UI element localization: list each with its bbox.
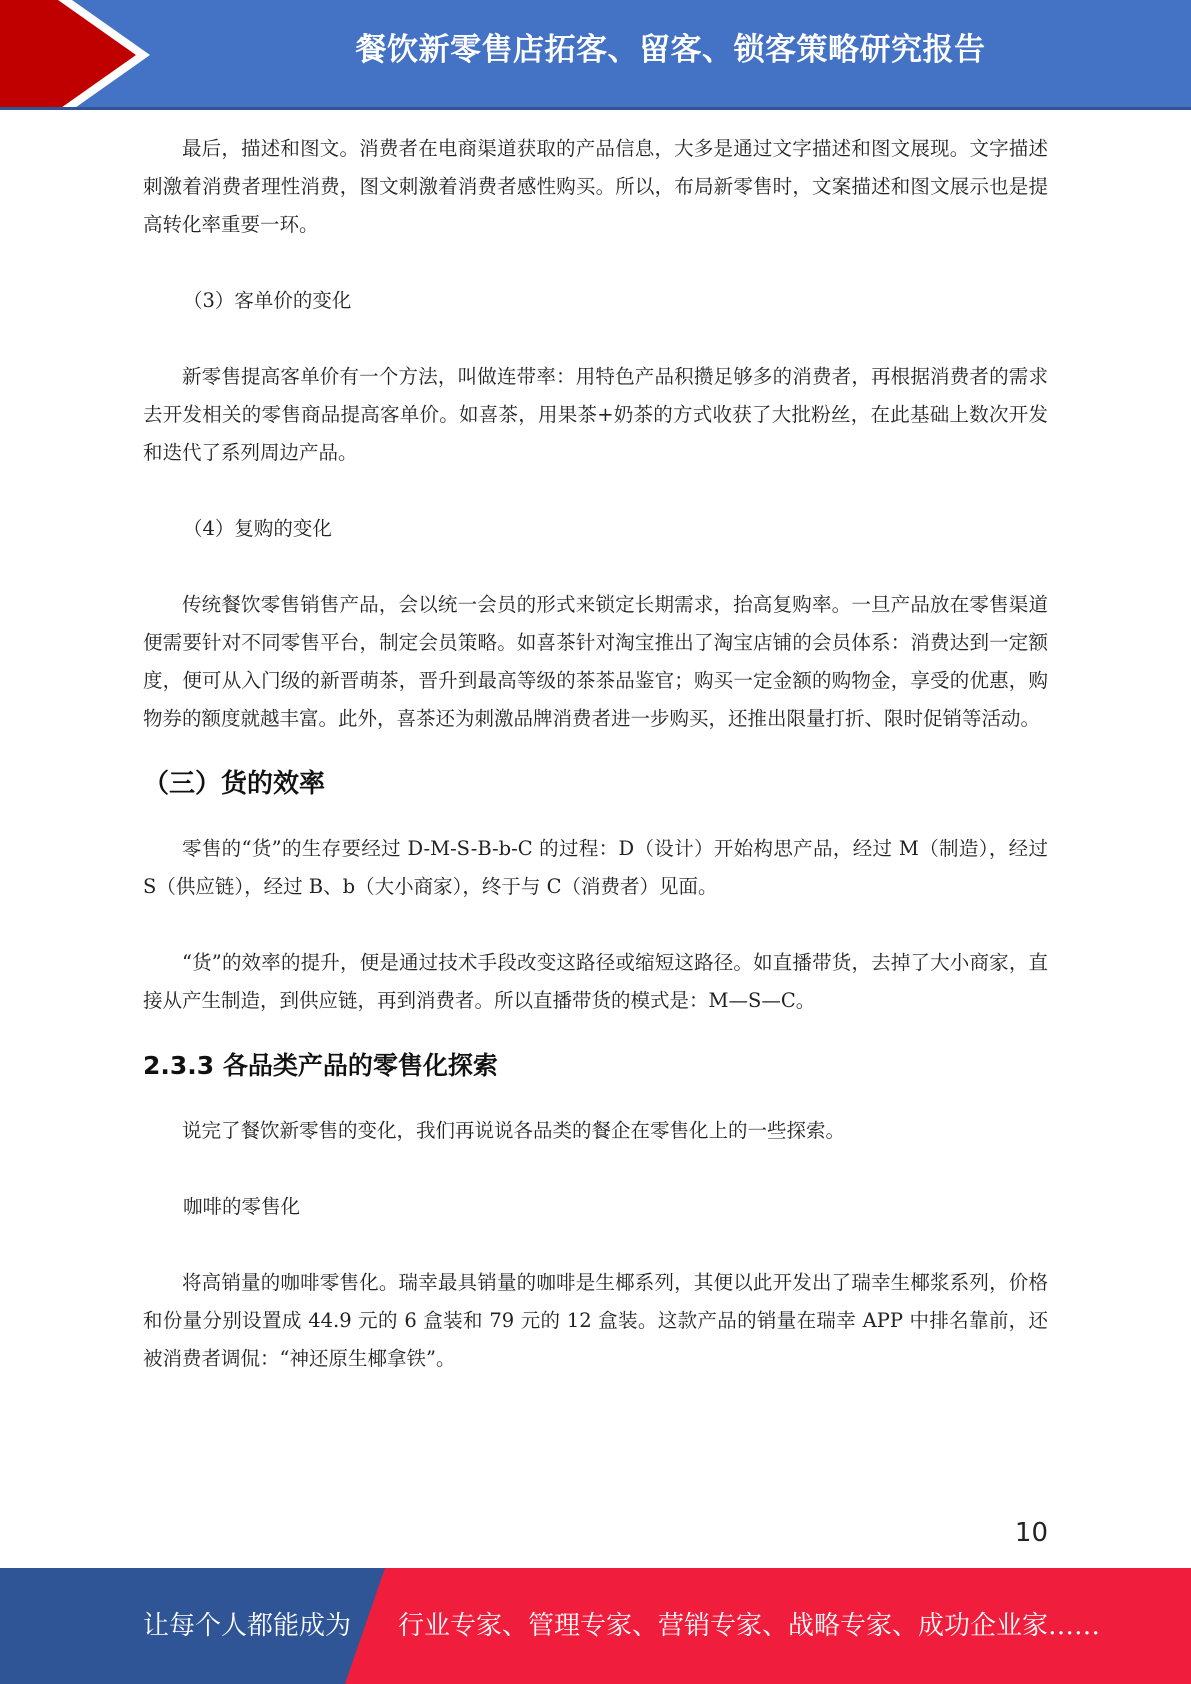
paragraph-description-and-images: 最后，描述和图文。消费者在电商渠道获取的产品信息，大多是通过文字描述和图文展现。文字描述刺激着消费者理性消费，图文刺激着消费者感性购买。所以，布局新零售时，文案描述和图文展示也是提高转化率重要一环。 bbox=[143, 137, 1048, 236]
subheading-customer-price: （3）客单价的变化 bbox=[183, 289, 352, 312]
paragraph-goods-efficiency: “货”的效率的提升，便是通过技术手段改变这路径或缩短这路径。如直播带货，去掉了大小商家，直接从产生制造，到供应链，再到消费者。所以直播带货的模式是：M—S—C。 bbox=[143, 951, 1048, 1012]
footer-slogan-left: 让每个人都能成为 bbox=[143, 1611, 352, 1641]
header-title: 餐饮新零售店拓客、留客、锁客策略研究报告 bbox=[355, 32, 986, 68]
paragraph-customer-price: 新零售提高客单价有一个方法，叫做连带率：用特色产品积攒足够多的消费者，再根据消费者的需求去开发相关的零售商品提高客单价。如喜茶，用果茶+奶茶的方式收获了大批粉丝，在此基础上数次开发和迭代了系列周边产品。 bbox=[143, 365, 1048, 464]
paragraph-coffee-retail: 将高销量的咖啡零售化。瑞幸最具销量的咖啡是生椰系列，其便以此开发出了瑞幸生椰浆系列，价格和份量分别设置成 44.9 元的 6 盒装和 79 元的 12 盒装。这款产品的销量在瑞幸 APP 中排名靠前，还被消费者调侃：“神还原生椰拿铁”。 bbox=[143, 1271, 1048, 1370]
heading-section-2-3-3: 2.3.3 各品类产品的零售化探索 bbox=[143, 1051, 498, 1080]
page-footer bbox=[0, 1568, 1191, 1684]
paragraph-repurchase: 传统餐饮零售销售产品，会以统一会员的形式来锁定长期需求，抬高复购率。一旦产品放在零售渠道便需要针对不同零售平台，制定会员策略。如喜茶针对淘宝推出了淘宝店铺的会员体系：消费达到一定额度，便可从入门级的新晋萌茶，晋升到最高等级的茶茶品鉴官；购买一定金额的购物金，享受的优惠，购物券的额度就越丰富。此外，喜茶还为刺激品牌消费者进一步购买，还推出限量打折、限时促销等活动。 bbox=[143, 593, 1048, 730]
paragraph-goods-path: 零售的“货”的生存要经过 D-M-S-B-b-C 的过程：D（设计）开始构思产品，经过 M（制造），经过 S（供应链），经过 B、b（大小商家），终于与 C（消费者）见面。 bbox=[143, 837, 1048, 898]
subheading-repurchase: （4）复购的变化 bbox=[183, 517, 332, 540]
header-chevron-icon bbox=[0, 0, 160, 110]
page-header bbox=[0, 0, 1191, 110]
document-body bbox=[143, 130, 1048, 1378]
page-number: 10 bbox=[1014, 1518, 1048, 1548]
footer-slogan-right: 行业专家、管理专家、营销专家、战略专家、成功企业家…… bbox=[398, 1611, 1101, 1641]
heading-goods-efficiency: （三）货的效率 bbox=[143, 769, 326, 799]
subheading-coffee-retail: 咖啡的零售化 bbox=[183, 1195, 301, 1218]
header-underline bbox=[0, 107, 1191, 110]
paragraph-category-intro: 说完了餐饮新零售的变化，我们再说说各品类的餐企在零售化上的一些探索。 bbox=[182, 1119, 846, 1142]
